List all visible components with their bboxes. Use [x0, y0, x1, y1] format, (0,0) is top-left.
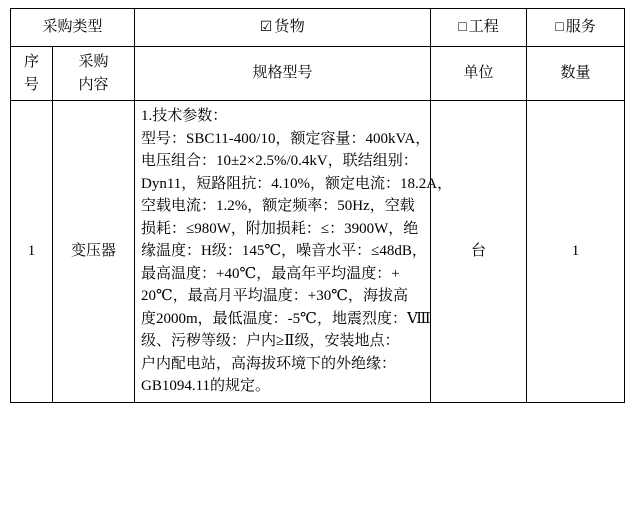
- header-cell-goods: [135, 9, 431, 47]
- service-label: 服务: [565, 19, 596, 36]
- spec-line: GB1094.11的规定。: [141, 378, 271, 394]
- subheader-cell-spec: 规格型号: [135, 47, 431, 101]
- cell-content: 变压器: [53, 101, 135, 403]
- cell-spec: [135, 101, 453, 403]
- goods-checkbox-icon[interactable]: ☑: [259, 20, 273, 36]
- seq-label-line1: 序: [23, 54, 39, 70]
- seq-label-line2: 号: [23, 76, 39, 93]
- procurement-table: [10, 8, 625, 403]
- header-cell-project: [431, 9, 527, 47]
- table-row: [11, 101, 625, 403]
- cell-unit: 台: [431, 101, 527, 403]
- cell-seq: 1: [11, 101, 53, 403]
- subheader-cell-seq: [11, 47, 53, 101]
- subheader-cell-qty: 数量: [527, 47, 625, 101]
- spec-line: 最高温度：+40℃，最高年平均温度：+: [141, 265, 400, 282]
- table-subheader-row: [11, 47, 625, 101]
- spec-line: 级、污秽等级：户内≥Ⅱ级，安装地点：: [141, 333, 400, 349]
- spec-line: 型号：SBC11-400/10，额定容量：400kVA，: [141, 130, 431, 147]
- project-label: 工程: [468, 19, 499, 36]
- spec-line: 电压组合：10±2×2.5%/0.4kV，联结组别：: [141, 153, 418, 169]
- subheader-cell-unit: 单位: [431, 47, 527, 101]
- content-label-line1: 采购: [78, 54, 109, 70]
- spec-line: 20℃，最高月平均温度：+30℃，海拔高: [141, 288, 409, 304]
- header-cell-category: 采购类型: [11, 9, 135, 47]
- spec-line: 1.技术参数：: [141, 108, 228, 124]
- subheader-cell-content: [53, 47, 135, 101]
- project-checkbox-icon[interactable]: □: [458, 20, 467, 36]
- spec-line: 度2000m，最低温度：-5℃，地震烈度：Ⅷ: [141, 310, 431, 327]
- table-header-row: [11, 9, 625, 47]
- service-checkbox-icon[interactable]: □: [555, 20, 564, 36]
- cell-qty: 1: [527, 101, 625, 403]
- content-label-line2: 内容: [78, 76, 109, 93]
- spec-line: 户内配电站，高海拔环境下的外绝缘：: [141, 355, 397, 372]
- spec-line: Dyn11，短路阻抗：4.10%，额定电流：18.2A，: [141, 175, 453, 192]
- spec-line: 损耗：≤980W，附加损耗：≤：3900W，绝: [141, 220, 419, 237]
- goods-label: 货物: [274, 19, 306, 36]
- spec-line: 空载电流：1.2%，额定频率：50Hz，空载: [141, 198, 415, 214]
- spec-line: 缘温度：H级：145℃，噪音水平：≤48dB，: [141, 243, 427, 259]
- header-cell-service: [527, 9, 625, 47]
